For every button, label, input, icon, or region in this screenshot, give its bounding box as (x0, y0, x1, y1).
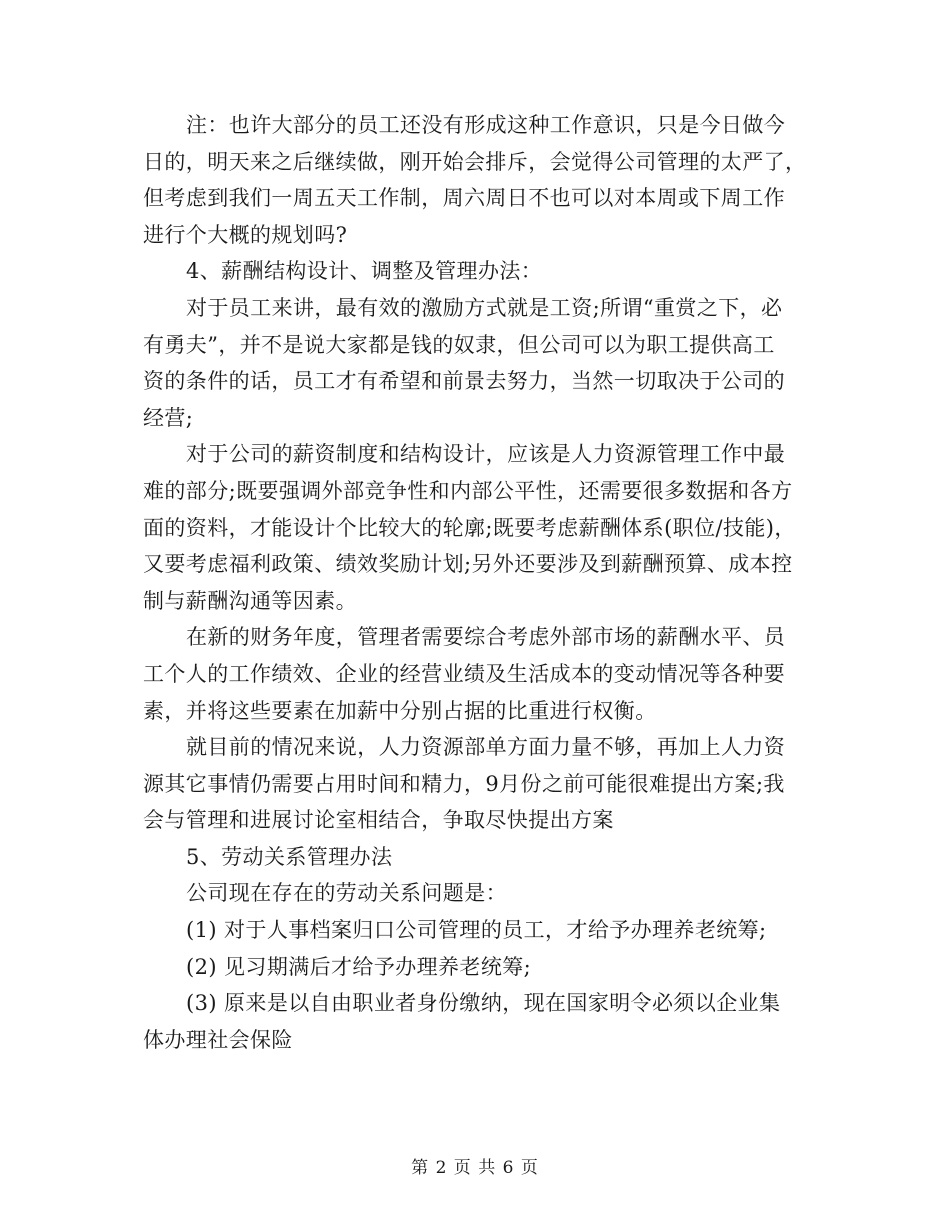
paragraph-fiscal-year-line-2: 工个人的工作绩效、企业的经营业绩及生活成本的变动情况等各种要 (143, 661, 785, 686)
section-heading-5: 5、劳动关系管理办法 (186, 844, 393, 869)
paragraph-incentive-line-2: 有勇夫”，并不是说大家都是钱的奴隶，但公司可以为职工提供高工 (143, 332, 775, 357)
document-body (143, 107, 823, 1058)
paragraph-note-line-2: 日的，明天来之后继续做，刚开始会排斥，会觉得公司管理的太严了， (143, 149, 807, 174)
paragraph-note-line-1: 注：也许大部分的员工还没有形成这种工作意识，只是今日做今 (186, 113, 786, 137)
paragraph-salary-design-line-4: 又要考虑福利政策、绩效奖励计划;另外还要涉及到薪酬预算、成本控 (143, 552, 793, 577)
paragraph-fiscal-year-line-1: 在新的财务年度，管理者需要综合考虑外部市场的薪酬水平、员 (186, 625, 786, 650)
paragraph-incentive-line-3: 资的条件的话，员工才有希望和前景去努力，当然一切取决于公司的 (143, 369, 785, 394)
list-item-3-line-1: (3) 原来是以自由职业者身份缴纳，现在国家明令必须以企业集 (186, 991, 781, 1016)
paragraph-labor-issues-intro: 公司现在存在的劳动关系问题是： (186, 881, 507, 906)
list-item-2: (2) 见习期满后才给予办理养老统筹; (186, 954, 532, 979)
list-item-1: (1) 对于人事档案归口公司管理的员工，才给予办理养老统筹; (186, 918, 767, 943)
paragraph-salary-design-line-3: 面的资料，才能设计个比较大的轮廓;既要考虑薪酬体系(职位/技能)， (143, 515, 796, 540)
paragraph-salary-design-line-2: 难的部分;既要强调外部竞争性和内部公平性，还需要很多数据和各方 (143, 478, 793, 503)
page-number-footer: 第 2 页 共 6 页 (411, 1158, 539, 1178)
paragraph-incentive-line-1: 对于员工来讲，最有效的激励方式就是工资;所谓“重赏之下，必 (186, 295, 783, 320)
paragraph-incentive-line-4: 经营; (143, 405, 194, 430)
paragraph-salary-design-line-1: 对于公司的薪资制度和结构设计，应该是人力资源管理工作中最 (186, 442, 786, 467)
paragraph-current-status-line-3: 会与管理和进展讨论室相结合，争取尽快提出方案 (143, 808, 614, 833)
paragraph-note-line-3: 但考虑到我们一周五天工作制，周六周日不也可以对本周或下周工作 (143, 186, 785, 211)
list-item-3-line-2: 体办理社会保险 (143, 1027, 293, 1052)
paragraph-current-status-line-2: 源其它事情仍需要占用时间和精力，9月份之前可能很难提出方案;我 (143, 771, 785, 796)
paragraph-current-status-line-1: 就目前的情况来说，人力资源部单方面力量不够，再加上人力资 (186, 735, 786, 760)
paragraph-salary-design-line-5: 制与薪酬沟通等因素。 (143, 588, 357, 613)
paragraph-fiscal-year-line-3: 素，并将这些要素在加薪中分别占据的比重进行权衡。 (143, 698, 657, 723)
paragraph-note-line-4: 进行个大概的规划吗? (143, 222, 348, 247)
section-heading-4: 4、薪酬结构设计、调整及管理办法： (186, 259, 543, 284)
